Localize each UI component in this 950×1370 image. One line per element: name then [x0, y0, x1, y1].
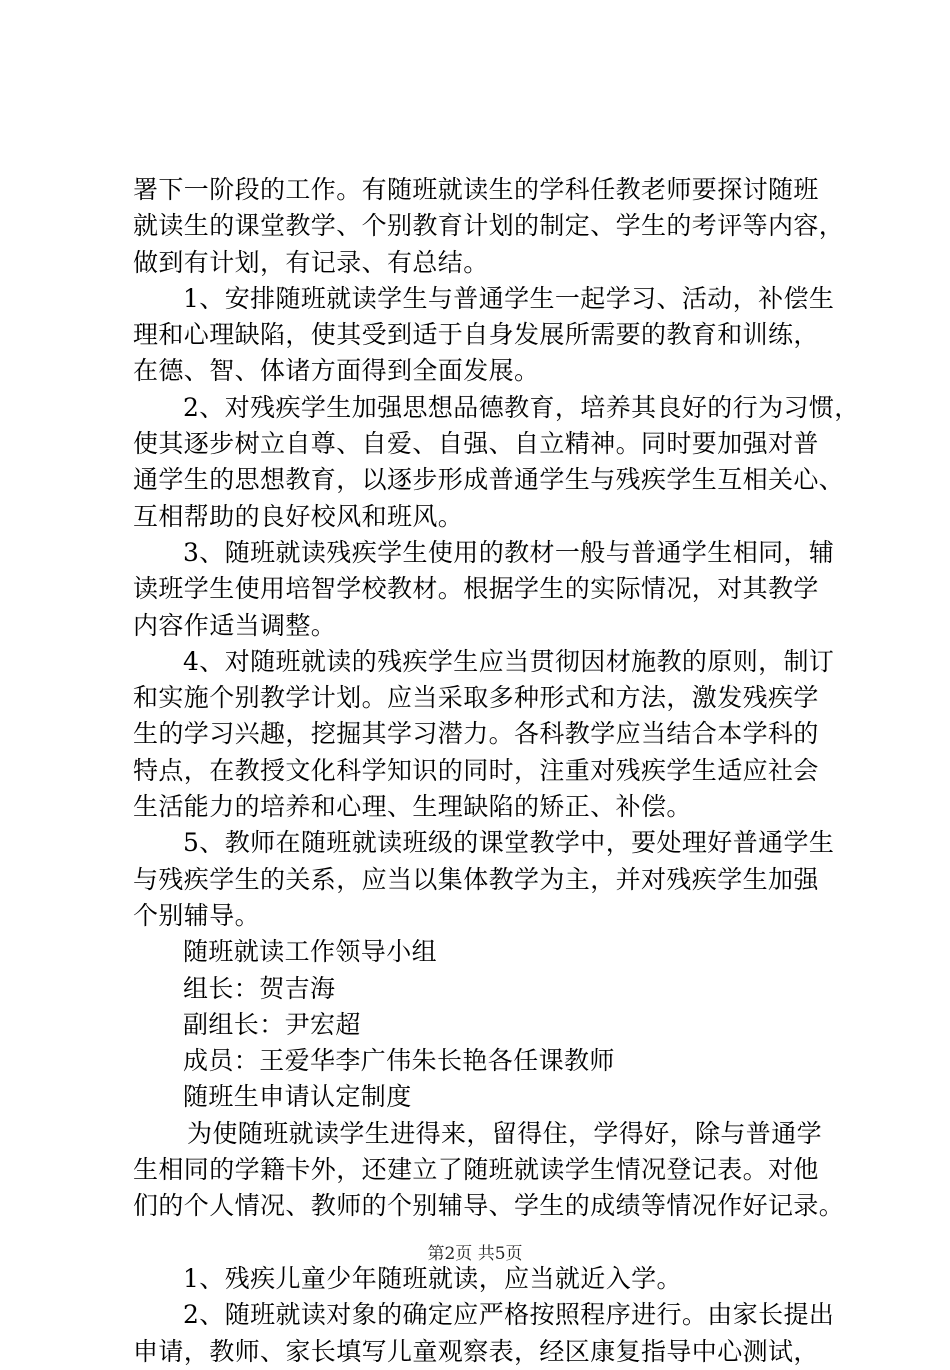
text-line: 理和心理缺陷，使其受到适于自身发展所需要的教育和训练，	[133, 320, 819, 350]
text-line: 使其逐步树立自尊、自爱、自强、自立精神。同时要加强对普	[133, 429, 819, 459]
text-line: 申请，教师、家长填写儿童观察表，经区康复指导中心测试，	[133, 1336, 819, 1366]
paragraph-item-3-line: 3、随班就读残疾学生使用的教材一般与普通学生相同，辅	[183, 537, 835, 567]
paragraph-item-2-line: 2、对残疾学生加强思想品德教育，培养其良好的行为习惯，	[183, 392, 860, 422]
paragraph-item-4-line: 4、对随班就读的残疾学生应当贯彻因材施教的原则，制订	[183, 646, 835, 676]
text-line: 读班学生使用培智学校教材。根据学生的实际情况，对其教学	[133, 574, 819, 604]
paragraph-item-1-line: 1、残疾儿童少年随班就读，应当就近入学。	[183, 1263, 682, 1293]
text-line: 做到有计划，有记录、有总结。	[133, 247, 489, 277]
text-line: 通学生的思想教育，以逐步形成普通学生与残疾学生互相关心、	[133, 465, 845, 495]
document-body	[133, 172, 860, 1370]
text-line: 互相帮助的良好校风和班风。	[133, 501, 464, 531]
text-line: 署下一阶段的工作。有随班就读生的学科任教老师要探讨随班	[133, 175, 819, 204]
text-line: 和实施个别教学计划。应当采取多种形式和方法，激发残疾学	[133, 683, 819, 713]
text-line: 个别辅导。	[133, 900, 261, 930]
text-line: 就读生的课堂教学、个别教育计划的制定、学生的考评等内容，	[133, 211, 845, 241]
paragraph-item-2-line: 2、随班就读对象的确定应严格按照程序进行。由家长提出	[183, 1300, 835, 1330]
text-line: 生的学习兴趣，挖掘其学习潜力。各科教学应当结合本学科的	[133, 719, 819, 749]
text-line: 特点，在教授文化科学知识的同时，注重对残疾学生适应社会	[133, 755, 819, 785]
paragraph-line: 为使随班就读学生进得来，留得住，学得好，除与普通学	[187, 1118, 823, 1148]
team-leader-line: 组长：贺吉海	[183, 973, 336, 1003]
team-deputy-line: 副组长：尹宏超	[183, 1009, 361, 1039]
text-line: 内容作适当调整。	[133, 610, 337, 640]
page-footer: 第2页 共5页	[427, 1244, 523, 1264]
section-heading: 随班生申请认定制度	[183, 1082, 412, 1112]
text-line: 与残疾学生的关系，应当以集体教学为主，并对残疾学生加强	[133, 864, 819, 894]
team-members-line: 成员：王爱华李广伟朱长艳各任课教师	[183, 1046, 615, 1076]
text-line: 生相同的学籍卡外，还建立了随班就读学生情况登记表。对他	[133, 1155, 819, 1185]
paragraph-item-1-line: 1、安排随班就读学生与普通学生一起学习、活动，补偿生	[183, 283, 835, 313]
section-heading: 随班就读工作领导小组	[183, 937, 438, 967]
text-line: 生活能力的培养和心理、生理缺陷的矫正、补偿。	[133, 792, 692, 822]
text-line: 们的个人情况、教师的个别辅导、学生的成绩等情况作好记录。	[133, 1191, 845, 1221]
text-line: 在德、智、体诸方面得到全面发展。	[133, 356, 540, 386]
paragraph-item-5-line: 5、教师在随班就读班级的课堂教学中，要处理好普通学生	[183, 828, 835, 858]
